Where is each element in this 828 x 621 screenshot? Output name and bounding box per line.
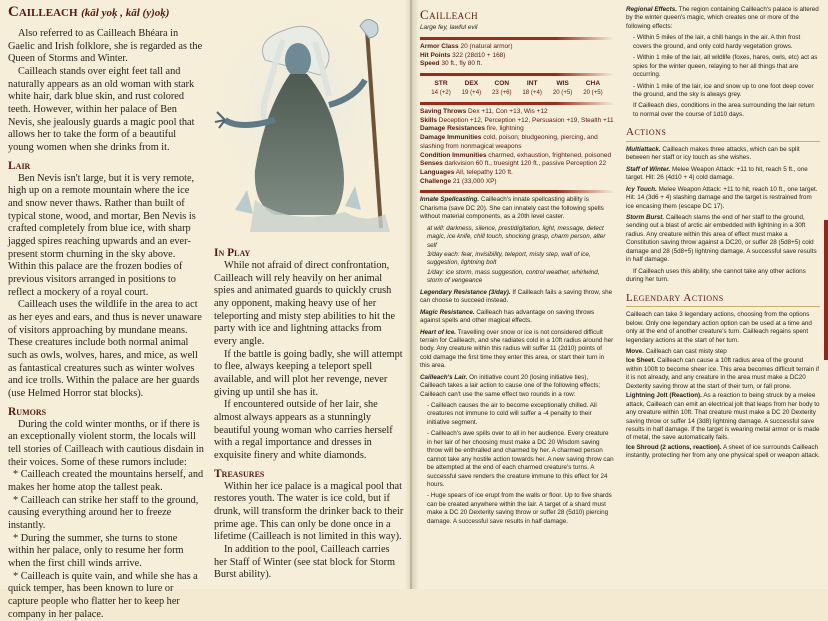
paragraph: During the cold winter months, or if there is an exceptionally violent storm, the locals will tell stories of Cailleach with cautious disdain in their voices. Some of these rumors include:: [8, 418, 204, 468]
paragraph: Within her ice palace is a magical pool that restores youth. The water is ice cold, but if drunk, will transform the drinker back to their prime age. This can only be done once in a lifetime (Cailleach is not limited in this way).: [214, 480, 404, 543]
lair-effects: [420, 402, 614, 526]
ability-score: 23 (+6): [492, 88, 512, 96]
property-value: charmed, exhaustion, frightened, poisoned: [488, 151, 612, 159]
regional-effect: - Within 5 miles of the lair, a chill hangs in the air. A thin frost covers the ground, and only cold hardy vegetation grows.: [633, 34, 801, 50]
stat-property: [420, 152, 614, 161]
speed: Speed 30 ft., fly 80 ft.: [420, 60, 483, 68]
trait: [420, 309, 614, 326]
regional-effect: - Within 1 mile of the lair, all wildlife (foxes, hares, owls, etc) act as spies for the winter queen, relaying to her all things that are occurring.: [633, 54, 818, 79]
paragraph: Cailleach stands over eight feet tall and naturally appears as an old woman with stark white hair, dark blue skin, and rust colored teeth. However, within her palace of Ben Nevis, she jealously guards a magic pool that allows her to take the form of a beautiful young women when she drinks from it.: [8, 65, 195, 153]
property-label: Condition Immunities: [420, 151, 487, 159]
lore-column-1: [8, 28, 204, 621]
spell-line: 3/day each: fear, invisibility, teleport, misty step, wall of ice, suggestion, lightning bolt: [427, 251, 591, 267]
action: [626, 214, 820, 265]
spell-list: [420, 225, 614, 286]
paragraph: If the battle is going badly, she will attempt to flee, always keeping a teleport spell available, and will plot her revenge, never giving up until she has it.: [214, 348, 403, 398]
stat-property: [420, 169, 614, 178]
action-label: Storm Burst.: [626, 214, 665, 222]
paragraph: Ben Nevis isn't large, but it is very remote, high up on a remote mountain where the ice and snow never thaws. Rather than built of typical stone, wood, and mortar, Ben Nevis is crafted completely from blue ice, with sharp jagged spires reaching upwards and an ever-present storm churning in the sky above. Within this palace are the frozen bodies of previous visitors arranged in positions to reflect a mockery of a royal court.: [8, 172, 196, 298]
ability-wis: [550, 80, 576, 97]
actions-list: [626, 146, 820, 285]
trait-label: Cailleach's Lair.: [420, 373, 468, 381]
lore-title-name: Cailleach: [8, 4, 78, 20]
paragraph: In addition to the pool, Cailleach carries her Staff of Winter (see stat block for Storm Burst ability).: [214, 544, 396, 581]
property-label: Skills: [420, 116, 437, 124]
lore-title: [8, 4, 169, 21]
statblock-properties: [420, 108, 614, 186]
trait: [420, 374, 614, 399]
paragraph: Also referred to as Cailleach Bhéara in Gaelic and Irish folklore, she is regarded as the Queen of Storms and Winter.: [8, 28, 203, 65]
legendary-intro: Cailleach can take 3 legendary actions, choosing from the options below. Only one legendary action option can be used at a time and only at the end of another creature's turn. Cailleach regains spent legendary actions at the start of her turn.: [626, 311, 812, 344]
legendary-action-label: Lightning Jolt (Reaction).: [626, 392, 702, 400]
ability-name: WIS: [556, 80, 569, 88]
lair-effect: - Cailleach's awe spills over to all in her audience. Every creature in her lair of her choosing must make a DC 20 Wisdom saving throw will be enthralled and charmed by her. A charmed person cannot take any hostile action towards her. A new saving throw can be attempted at the end of each charmed creature's turns. A successful save renders the creature immune to this effect for 24 hours.: [427, 430, 614, 488]
legendary-action-label: Move.: [626, 348, 644, 356]
ability-score: 19 (+4): [461, 88, 482, 96]
lore-column-2: [214, 242, 404, 582]
divider: [420, 102, 614, 105]
legendary-action-label: Ice Shroud (2 actions, reaction).: [626, 443, 722, 451]
trait-text: Cailleach has advantage on saving throws against spells and other magical effects.: [420, 308, 595, 325]
regional-effect-list: [626, 34, 820, 119]
ability-score: 18 (+4): [522, 88, 542, 96]
legendary-action-text: Cailleach can cast misty step: [645, 348, 727, 356]
property-label: Damage Immunities: [420, 134, 482, 142]
ability-name: STR: [434, 80, 448, 88]
legendary-action: [626, 348, 820, 356]
statblock-type: Large fey, lawful evil: [420, 24, 478, 32]
right-page: [412, 0, 828, 589]
left-page: [0, 0, 412, 620]
trait-label: Magic Resistance.: [420, 308, 475, 316]
stat-property: [420, 117, 614, 126]
action-label: Icy Touch.: [626, 185, 657, 193]
property-value: Deception +12, Perception +12, Persuasion +19, Stealth +11: [438, 116, 614, 124]
section-heading: In Play: [214, 247, 251, 259]
property-label: Senses: [420, 160, 443, 168]
paragraph: If encountered outside of her lair, she almost always appears as a stunningly beautiful young woman who carries herself with a regal importance and dresses in exquisite finery and white diamonds.: [214, 399, 393, 461]
property-value: darkvision 60 ft., truesight 120 ft., passive Perception 22: [444, 160, 607, 168]
legendary-action: [626, 392, 820, 443]
statblock-column-2: [626, 6, 820, 462]
trait-text: On initiative count 20 (losing initiative ties), Cailleach takes a lair action to cause one of the following effects; Cailleach can't use the same effect two rounds in a row:: [420, 373, 601, 398]
section-heading: Lair: [8, 159, 31, 172]
trait: [420, 289, 614, 306]
ability-con: [489, 80, 515, 97]
divider: [420, 73, 614, 76]
section-heading: Treasures: [214, 467, 265, 480]
rumor-item: * Cailleach is quite vain, and while she has a quick temper, has been known to lure or capture people who flatter her to keep her company in her palace.: [8, 570, 198, 620]
stat-property: [420, 160, 614, 169]
legendary-action: [626, 357, 820, 391]
stat-property: [420, 125, 614, 134]
stat-property: [420, 108, 614, 117]
ability-name: INT: [526, 80, 538, 88]
property-value: fire, lightning: [486, 125, 524, 133]
actions-heading: Actions: [626, 125, 820, 142]
property-value: All, telepathy 120 ft.: [455, 169, 513, 176]
statblock-name: Cailleach: [420, 7, 479, 22]
action-text: Cailleach makes three attacks, which can be split between her staff or icy touch as she wishes.: [626, 145, 800, 162]
property-label: Languages: [420, 169, 455, 176]
cailleach-illustration: [195, 0, 410, 236]
rumor-item: * During the summer, she turns to stone within her palace, only to resume her form when the first chill winds arrive.: [8, 532, 184, 569]
property-label: Damage Resistances: [420, 125, 486, 133]
lair-effect: - Cailleach causes the air to become exceptionally chilled. All creatures not immune to cold will suffer a -4 penalty to their initiative segment.: [427, 402, 597, 426]
statblock-column-1: [420, 6, 614, 529]
property-label: Challenge: [420, 177, 452, 185]
legendary-action-text: As a reaction to being struck by a melee attack, Cailleach can emit an electrical jolt that leaps from her body to any creature within 10ft. That creature must make a DC 20 Dexterity saving throw or suffer 14 (3d8) lightning damage. A successful save results in half damage. If the target is wearing metal armor or is made of metal, the save automatically fails.: [626, 392, 820, 442]
rumor-item: * Cailleach created the mountains herself, and makes her home atop the tallest peak.: [8, 469, 204, 493]
property-value: cold, poison; bludgeoning, piercing, and slashing from nonmagical weapons: [420, 134, 598, 150]
regional-effect: - Within 1 mile of the lair, ice and snow up to one foot deep cover the ground, and the sky is always grey.: [633, 82, 814, 98]
paragraph: While not afraid of direct confrontation, Cailleach will rely heavily on her animal spies and animated guards to quickly crush any opponent, making heavy use of her teleporting and misty step abilities to hit the party with ice and lightning attacks from every angle.: [214, 260, 396, 348]
trait: [420, 329, 614, 371]
action-text: Melee Weapon Attack: +11 to hit, reach 10 ft., one target. Hit: 14 (3d6 + 4) slashing damage and the target is restrained from ice encasing them (escape DC 17).: [626, 185, 818, 210]
action-label: Multiattack.: [626, 145, 661, 153]
spell-line: at will: darkness, silence, prestidigitation, light, message, detect magic, ice knife, chill touch, shocking grasp, charm person, alter self: [427, 224, 606, 249]
action-text: If Cailleach uses this ability, she cannot take any other actions during her turn.: [626, 267, 806, 284]
action: [626, 186, 820, 211]
trait-text: If Cailleach fails a saving throw, she can choose to succeed instead.: [420, 288, 613, 305]
action-text: Cailleach slams the end of her staff to the ground, sending out a blast of arctic air embedded with lightning in a 30ft radius. Any creature within this area of effect must make a Constitution saving throw against a DC20, or suffer 28 (5d8+5) cold damage and 28 (5d8+5) lightning damage. A successful save results in half damage.: [626, 214, 817, 264]
ability-int: [519, 80, 545, 97]
trait-text: Travelling over snow or ice is not considered difficult terrain for Cailleach, and she radiates cold in a 10ft radius around her body. Any creature within this radius will suffer 11 (2d10) points of cold damage the first time they enter this area, or start their turn in this area.: [420, 328, 614, 370]
rumor-item: * Cailleach can strike her staff to the ground, causing everything around her to freeze instantly.: [8, 494, 199, 531]
legendary-actions-heading: Legendary Actions: [626, 291, 820, 308]
regional-effects: Regional Effects. The region containing Cailleach's palace is altered by the winter queen's magic, which creates one or more of the following effects:: [626, 6, 819, 30]
ability-scores: [420, 79, 614, 98]
legendary-action: [626, 444, 820, 461]
pronunciation: (kāl yoķ , kāl (y)oķ): [81, 7, 170, 19]
paragraph: Cailleach uses the wildlife in the area to act as her eyes and ears, and thus is never unaware of visitors approaching by mundane means. These creatures include both normal animal such as owls, wolves, hares, and mice, as well as fantastical creatures such as winter wolves and ice trolls. Within the palace are her guards (use Helmed Horror stat blocks).: [8, 299, 202, 399]
ability-score: 20 (+5): [552, 88, 573, 96]
ability-name: CHA: [585, 80, 601, 88]
ability-cha: [580, 80, 606, 97]
ability-dex: [458, 80, 484, 97]
lair-effect: - Huge spears of ice erupt from the walls or floor. Up to five shards can be created anywhere within the lair. A target of a shard must make a DC 20 Dexterity saving throw or suffer 28 (5d10) piercing damage. A successful save results in half damage.: [427, 492, 612, 525]
innate-spellcasting: Innate Spellcasting. Cailleach's innate spellcasting ability is Charisma (save DC 20). She can innately cast the following spells without material components, as a 20th level caster.: [420, 196, 604, 221]
action: [626, 166, 820, 183]
action-text: Melee Weapon Attack: +11 to hit, reach 5 ft., one target. Hit: 26 (4d10 + 4) cold damage.: [626, 165, 808, 182]
legendary-action-text: Cailleach can cause a 10ft radius area of the ground within 100ft to become sheer ice. This area becomes difficult terrain if it is not already, and any creature in the area must make a DC20 Dexterity saving throw at the start of their turn, or fall prone.: [626, 357, 819, 390]
action: [626, 146, 820, 163]
trait-label: Legendary Resistance (3/day).: [420, 288, 511, 296]
page-edge-tab: [824, 220, 828, 360]
divider: [420, 190, 614, 193]
legendary-action-text: A sheet of ice surrounds Cailleach instantly, protecting her from any one physical spell or weapon attack.: [626, 443, 820, 460]
ability-name: CON: [494, 80, 510, 88]
legendary-actions-list: [626, 348, 820, 461]
property-value: Dex +11, Con +13, Wis +12: [468, 108, 548, 116]
section-heading: Rumors: [8, 405, 47, 418]
legendary-action-label: Ice Sheet.: [626, 357, 656, 365]
hit-points: Hit Points 322 (28d10 + 168): [420, 51, 506, 59]
armor-class: Armor Class 20 (natural armor): [420, 42, 513, 50]
trait-label: Heart of Ice.: [420, 328, 457, 336]
ability-score: 14 (+2): [431, 88, 451, 96]
property-label: Saving Throws: [420, 108, 467, 116]
stat-property: [420, 134, 614, 151]
action: [626, 268, 820, 285]
ability-score: 20 (+5): [583, 88, 603, 96]
stat-property: [420, 178, 614, 187]
property-value: 21 (33,000 XP): [452, 177, 497, 185]
ability-str: [428, 80, 454, 97]
traits: [420, 289, 614, 399]
spell-line: 1/day: ice storm, mass suggestion, control weather, whirlwind, storm of vengeance: [427, 268, 600, 285]
divider: [420, 37, 614, 40]
action-label: Staff of Winter.: [626, 165, 671, 173]
ability-name: DEX: [464, 80, 479, 88]
regional-effect: If Cailleach dies, conditions in the area surrounding the lair return to normal over the course of 1d10 days.: [633, 102, 815, 118]
